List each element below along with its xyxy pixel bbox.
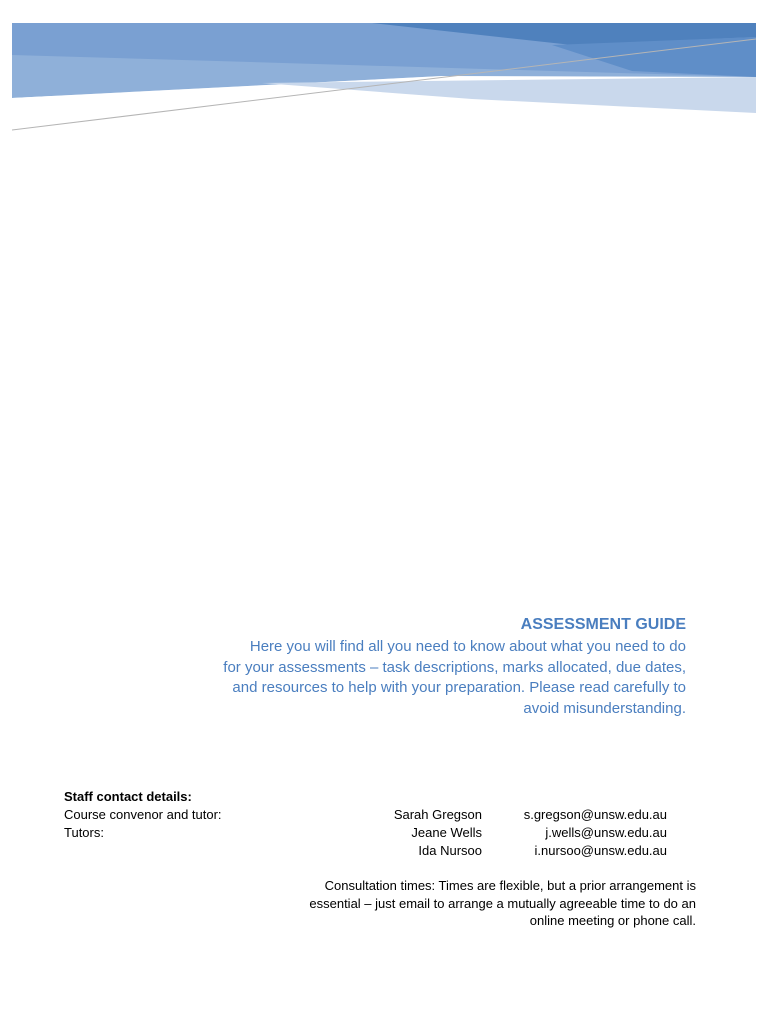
- consultation-times: [264, 877, 696, 930]
- staff-email: i.nursoo@unsw.edu.au: [534, 843, 667, 858]
- staff-row: [64, 806, 704, 824]
- staff-name: Ida Nursoo: [418, 843, 482, 858]
- staff-name: Jeane Wells: [411, 825, 482, 840]
- document-intro: [160, 637, 686, 720]
- intro-line: for your assessments – task descriptions, marks allocated, due dates,: [223, 658, 686, 676]
- staff-row: [64, 842, 704, 860]
- consultation-line: online meeting or phone call.: [529, 913, 696, 928]
- consultation-line: essential – just email to arrange a mutually agreeable time to do an: [309, 895, 696, 911]
- staff-contact-details: [64, 787, 704, 860]
- staff-role: Tutors:: [64, 825, 104, 840]
- intro-line: and resources to help with your preparation. Please read carefully to: [232, 679, 686, 697]
- staff-heading: Staff contact details:: [64, 789, 192, 804]
- staff-name: Sarah Gregson: [393, 807, 482, 822]
- consultation-line: Consultation times: Times are flexible, but a prior arrangement is: [324, 878, 696, 893]
- intro-line: Here you will find all you need to know about what you need to do: [249, 638, 686, 655]
- header-banner: [12, 23, 756, 133]
- cover-title-block: [160, 614, 686, 720]
- staff-email: s.gregson@unsw.edu.au: [523, 807, 667, 822]
- staff-role: Course convenor and tutor:: [64, 807, 222, 822]
- staff-email: j.wells@unsw.edu.au: [545, 825, 667, 840]
- staff-row: [64, 824, 704, 842]
- intro-line: avoid misunderstanding.: [523, 700, 686, 718]
- document-title: ASSESSMENT GUIDE: [520, 616, 686, 633]
